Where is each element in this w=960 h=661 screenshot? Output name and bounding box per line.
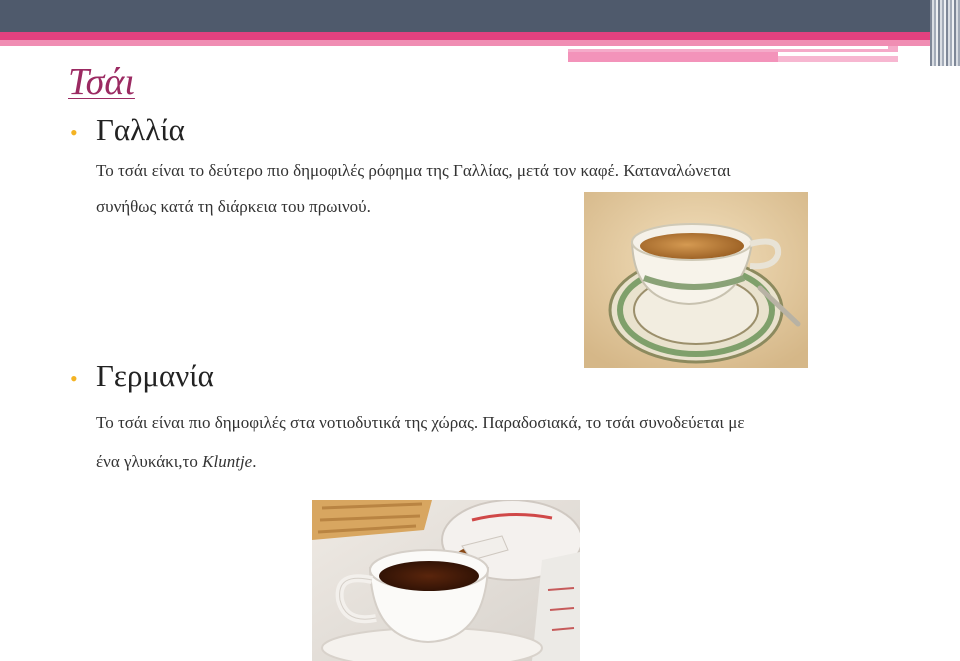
kluntje-term: Kluntje <box>202 452 253 471</box>
section-heading-germany: Γερμανία <box>96 358 214 393</box>
header-stripe <box>568 46 888 49</box>
header-decoration <box>930 0 960 66</box>
header-stripe <box>568 52 778 62</box>
header-stripe <box>0 32 960 40</box>
section-text-germany-line1: Το τσάι είναι πιο δημοφιλές στα νοτιοδυτικά της χώρας. Παραδοσιακά, το τσάι συνοδεύεται με <box>96 413 745 432</box>
teacup-photo <box>584 192 808 368</box>
section-text-germany-line2 <box>96 446 256 477</box>
header-stripe <box>778 56 898 62</box>
text-segment: . <box>252 452 257 471</box>
bullet-icon: • <box>70 120 78 145</box>
header-bar <box>0 0 960 32</box>
slide-title: Τσάι <box>68 61 135 103</box>
section-text-france-line1: Το τσάι είναι το δεύτερο πιο δημοφιλές ρόφημα της Γαλλίας, μετά τον καφέ. Καταναλώνεται <box>96 161 731 180</box>
section-heading-france: Γαλλία <box>96 112 185 147</box>
bullet-icon: • <box>70 366 78 391</box>
text-segment: ένα γλυκάκι,το <box>96 452 203 471</box>
tea-pouring-photo <box>312 500 580 661</box>
section-text-france-line2: συνήθως κατά τη διάρκεια του πρωινού. <box>96 197 371 216</box>
